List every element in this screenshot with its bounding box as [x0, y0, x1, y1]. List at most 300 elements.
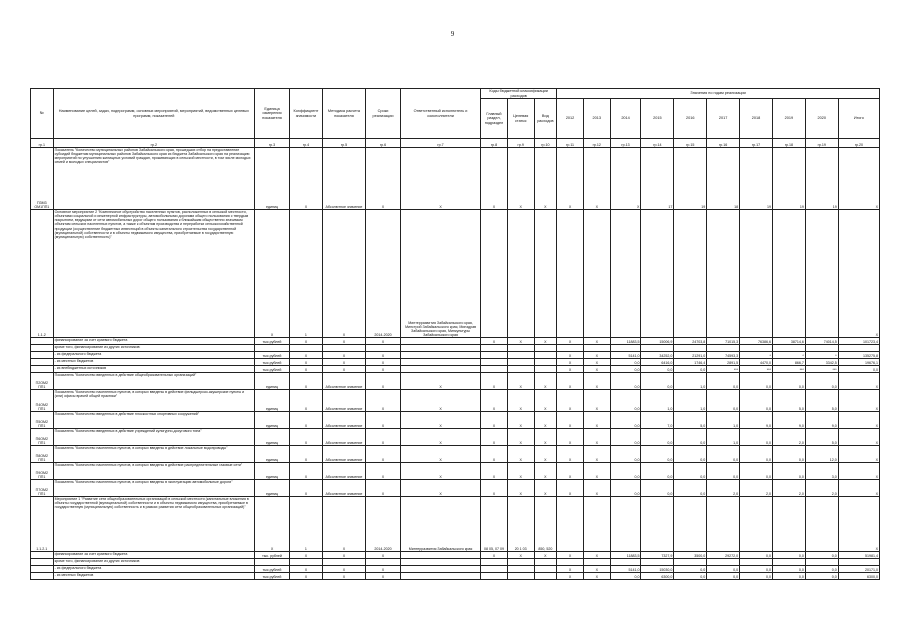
row-cell: 0,0	[641, 463, 674, 480]
row-cell: 0,0	[772, 446, 805, 463]
row-cell: Х	[366, 338, 401, 345]
row-cell	[838, 345, 879, 352]
row-cell: тыс.рублей	[255, 366, 290, 373]
col-values: Значения по годам реализации	[557, 89, 880, 99]
row-cell	[805, 210, 838, 338]
column-index: гр.3	[255, 139, 290, 148]
column-index: гр.8	[481, 139, 508, 148]
row-cell: 0,0	[610, 390, 641, 412]
row-cell: Х	[507, 373, 534, 390]
row-cell: Х	[481, 373, 508, 390]
row-cell: Х	[583, 573, 610, 580]
row-cell: 1,0	[707, 429, 740, 446]
col-year: 2015	[641, 99, 674, 139]
row-name: Мероприятие 1 "Развитие сети общеобразовательных организаций в сельской местности (капитальные вложения в объекты государственной (муниципальной) собственности и в объекты недвижимого имущества, приобретаемые в государственную (муниципальную) собственность и в рамках развития сети общеобразовательных организаций)"	[53, 497, 254, 552]
row-cell: 6416,0	[641, 359, 674, 366]
row-cell	[534, 566, 557, 573]
row-cell: Х	[534, 412, 557, 429]
row-cell: Х	[366, 352, 401, 359]
row-cell: 0,0	[838, 366, 879, 373]
row-code: П4ОМ2 ПП1	[31, 390, 54, 412]
table-row	[31, 446, 880, 463]
row-cell	[481, 352, 508, 359]
col-unit: Единица измерения показателя	[255, 89, 290, 139]
row-cell: тыс.рублей	[255, 359, 290, 366]
row-cell: Х	[557, 366, 584, 373]
row-cell: 850, 520	[534, 497, 557, 552]
row-cell: Х	[838, 412, 879, 429]
row-name: Показатель "Количество населенных пунктов, в которых введены в действие фельдшерско-акушерские пункты и (или) офисы врачей общей практики"	[53, 390, 254, 412]
row-cell: Х	[534, 338, 557, 345]
row-cell	[557, 345, 584, 352]
row-cell: Х	[366, 373, 401, 390]
row-cell: единиц	[255, 429, 290, 446]
row-cell: Х	[557, 446, 584, 463]
row-cell: Х	[838, 463, 879, 480]
col-code-a: Главный раздел, подраздел	[481, 99, 508, 139]
row-cell	[507, 566, 534, 573]
row-cell: Х	[289, 390, 322, 412]
row-cell: Х	[289, 352, 322, 359]
row-cell: 20 1 03	[507, 497, 534, 552]
row-cell: 0,0	[610, 359, 641, 366]
row-cell	[507, 345, 534, 352]
row-cell	[507, 366, 534, 373]
row-cell: 71015,3	[707, 338, 740, 345]
row-cell: Минтерразвития Забайкальского края	[400, 497, 480, 552]
row-cell: Х	[507, 412, 534, 429]
row-cell	[838, 559, 879, 566]
row-cell: Х	[507, 463, 534, 480]
row-cell	[772, 210, 805, 338]
row-name: Показатель "Количество населенных пунктов, в которых введены в действие распределительные газовые сети"	[53, 463, 254, 480]
row-cell: 12,0	[805, 446, 838, 463]
row-cell: 2014-2020	[366, 497, 401, 552]
row-cell: 0,0	[610, 429, 641, 446]
row-cell: 5,0	[674, 412, 707, 429]
row-cell	[772, 345, 805, 352]
row-cell: Х	[400, 480, 480, 497]
row-cell: 5,0	[772, 390, 805, 412]
row-cell: 0,0	[707, 373, 740, 390]
row-cell: 11883,5	[610, 338, 641, 345]
row-cell: 15030,0	[641, 566, 674, 573]
row-cell: Х	[583, 429, 610, 446]
row-cell: Х	[557, 566, 584, 573]
row-cell: Х	[289, 573, 322, 580]
row-code	[31, 552, 54, 559]
row-cell: Х	[289, 148, 322, 210]
row-cell	[481, 345, 508, 352]
row-code: П2ОМ2 ПП1	[31, 373, 54, 390]
row-cell: Х	[400, 373, 480, 390]
col-num: №	[31, 89, 54, 139]
table-row	[31, 566, 880, 573]
col-code-c: Вид расходов	[534, 99, 557, 139]
row-cell: 2891,5	[707, 359, 740, 366]
column-index: гр.4	[289, 139, 322, 148]
row-cell: Х	[366, 446, 401, 463]
row-cell: 1,0	[707, 412, 740, 429]
row-cell	[583, 345, 610, 352]
row-cell: *	[805, 352, 838, 359]
row-cell: 0,0	[610, 373, 641, 390]
table-row	[31, 373, 880, 390]
row-cell	[610, 497, 641, 552]
row-name: - из внебюджетных источников	[53, 366, 254, 373]
row-cell: Х	[322, 497, 365, 552]
row-name: финансирование за счет краевого бюджета	[53, 552, 254, 559]
row-cell: Х	[481, 148, 508, 210]
row-cell	[583, 497, 610, 552]
row-code: П8ОМ2 ПП1	[31, 446, 54, 463]
row-cell: Абсолютное значение	[322, 148, 365, 210]
row-cell: Абсолютное значение	[322, 390, 365, 412]
row-cell: 0,0	[740, 463, 773, 480]
row-cell: Х	[289, 480, 322, 497]
row-cell: Х	[400, 429, 480, 446]
row-cell	[610, 210, 641, 338]
row-cell: Абсолютное значение	[322, 429, 365, 446]
row-cell: Х	[583, 446, 610, 463]
row-cell: Абсолютное значение	[322, 412, 365, 429]
row-cell	[674, 497, 707, 552]
row-cell: Х	[557, 373, 584, 390]
row-cell: 0,0	[740, 390, 773, 412]
row-name: кроме того, финансирование из других источников	[53, 559, 254, 566]
table-row	[31, 412, 880, 429]
row-cell	[289, 559, 322, 566]
column-index: гр.7	[400, 139, 480, 148]
row-name: финансирование за счет краевого бюджета	[53, 338, 254, 345]
row-cell: 2,0	[805, 480, 838, 497]
row-code	[31, 345, 54, 352]
row-cell: единиц	[255, 373, 290, 390]
row-cell: Х	[255, 210, 290, 338]
col-codes: Коды бюджетной классификации расходов	[481, 89, 557, 99]
row-cell: Х	[366, 429, 401, 446]
table-row	[31, 359, 880, 366]
row-cell	[400, 366, 480, 373]
row-cell: 74014,5	[805, 338, 838, 345]
row-cell: 0,0	[674, 566, 707, 573]
row-name: - из местных бюджетов	[53, 573, 254, 580]
row-name: Показатель "Количество населенных пунктов, в которых введены в эксплуатацию автомобильные дороги"	[53, 480, 254, 497]
row-cell: ***	[740, 366, 773, 373]
row-cell: 19	[674, 148, 707, 210]
row-cell: Х	[583, 412, 610, 429]
row-cell: Х	[322, 366, 365, 373]
program-table	[30, 88, 880, 580]
row-name: Основное мероприятие 2 "Комплексное обустройство населенных пунктов, расположенных в сельской местности, объектами социальной и инженерной инфраструктуры, автомобильными дорогами общего пользования с твердым покрытием, ведущими от сети автомобильных дорог общего пользования к ближайшим общественно значимым объектам сельских населенных пунктов, а также к объектам производства и переработки сельскохозяйственной продукции (осуществление бюджетных инвестиций в объекты капитального строительства государственной (муниципальной) собственности и в объекты недвижимого имущества, приобретаемые в государственную (муниципальную) собственность)"	[53, 210, 254, 338]
row-cell: 76386,6	[740, 338, 773, 345]
row-name: - из федерального бюджета	[53, 352, 254, 359]
row-cell: Х	[481, 412, 508, 429]
row-cell: 0,0	[805, 373, 838, 390]
row-cell	[534, 210, 557, 338]
row-name: Показатель "Количество населенных пунктов, в которых введены в действие локальные водопроводы"	[53, 446, 254, 463]
row-cell: 2,0	[772, 429, 805, 446]
row-cell: Х	[481, 480, 508, 497]
row-cell: тыс.рублей	[255, 566, 290, 573]
row-cell	[507, 359, 534, 366]
table-row	[31, 338, 880, 345]
row-code: П5ОМ2 ПП1	[31, 412, 54, 429]
table-row	[31, 497, 880, 552]
row-cell: 0,0	[610, 446, 641, 463]
row-cell	[400, 359, 480, 366]
row-code	[31, 338, 54, 345]
row-cell: 0,0	[674, 573, 707, 580]
row-cell: 5141,0	[610, 566, 641, 573]
row-cell: Х	[583, 373, 610, 390]
row-code: П9ОМ2 ПП1	[31, 463, 54, 480]
row-code	[31, 573, 54, 580]
row-cell: 1746,4	[674, 359, 707, 366]
row-cell: единиц	[255, 480, 290, 497]
row-cell	[534, 359, 557, 366]
row-cell: единиц	[255, 446, 290, 463]
row-cell	[481, 359, 508, 366]
row-cell: Х	[557, 463, 584, 480]
table-row	[31, 148, 880, 210]
row-cell: 0,0	[674, 429, 707, 446]
row-cell	[740, 559, 773, 566]
row-cell: 0,0	[740, 429, 773, 446]
table-row	[31, 210, 880, 338]
row-cell: 3,0	[805, 463, 838, 480]
row-cell: 1,0	[674, 373, 707, 390]
row-cell: Х	[534, 446, 557, 463]
row-cell: 5141,0	[610, 352, 641, 359]
row-cell: Х	[557, 352, 584, 359]
row-cell	[641, 559, 674, 566]
row-cell	[400, 566, 480, 573]
row-cell: 29272,0	[707, 552, 740, 559]
row-cell: 1,0	[674, 390, 707, 412]
column-index-row	[31, 139, 880, 148]
table-row	[31, 573, 880, 580]
column-index: гр.17	[740, 139, 773, 148]
row-cell	[707, 559, 740, 566]
row-code: П6ОМ2 ПП1	[31, 429, 54, 446]
row-cell: 3500,0	[674, 552, 707, 559]
col-year: 2016	[674, 99, 707, 139]
row-cell: 2,0	[772, 480, 805, 497]
row-cell: 0,0	[707, 566, 740, 573]
row-cell: 0,0	[707, 573, 740, 580]
row-cell: Х	[322, 573, 365, 580]
row-cell: Х	[507, 429, 534, 446]
row-cell: единиц	[255, 390, 290, 412]
row-cell: Х	[557, 552, 584, 559]
row-cell	[289, 345, 322, 352]
row-cell	[481, 573, 508, 580]
row-cell: Абсолютное значение	[322, 463, 365, 480]
row-cell	[507, 573, 534, 580]
row-cell: Х	[838, 497, 879, 552]
row-cell	[400, 338, 480, 345]
row-cell: единиц	[255, 463, 290, 480]
row-cell: Х	[322, 566, 365, 573]
column-index: гр.19	[805, 139, 838, 148]
row-cell: 0,0	[641, 480, 674, 497]
row-cell: Х	[534, 552, 557, 559]
row-cell: Х	[583, 359, 610, 366]
row-cell: 08 05, 07 09	[481, 497, 508, 552]
row-cell: Х	[400, 148, 480, 210]
table-row	[31, 552, 880, 559]
row-cell	[255, 345, 290, 352]
row-cell: Х	[557, 412, 584, 429]
row-cell: Х	[366, 390, 401, 412]
row-cell	[641, 210, 674, 338]
row-cell: Х	[583, 566, 610, 573]
row-cell: Х	[583, 390, 610, 412]
column-index: гр.2	[53, 139, 254, 148]
row-cell: Х	[534, 463, 557, 480]
row-cell: 6300,0	[641, 573, 674, 580]
row-cell: 0,0	[740, 373, 773, 390]
row-cell: Х	[481, 429, 508, 446]
row-cell: 1,0	[641, 390, 674, 412]
row-cell	[707, 497, 740, 552]
row-cell: Х	[838, 390, 879, 412]
row-cell: Х	[289, 373, 322, 390]
row-cell: Х	[534, 148, 557, 210]
row-cell: Х	[289, 338, 322, 345]
row-cell: Х	[583, 366, 610, 373]
row-cell: 7,0	[641, 412, 674, 429]
row-cell: 3342,5	[805, 359, 838, 366]
row-cell: Х	[557, 573, 584, 580]
row-cell: Х	[322, 359, 365, 366]
col-year: 2019	[772, 99, 805, 139]
row-cell: Х	[400, 446, 480, 463]
row-cell: Х	[481, 446, 508, 463]
row-cell: Х	[289, 412, 322, 429]
row-cell	[740, 210, 773, 338]
row-name: - из местных бюджетов	[53, 359, 254, 366]
row-cell: 0,0	[772, 573, 805, 580]
row-cell	[772, 497, 805, 552]
row-cell: 0,0	[707, 463, 740, 480]
row-cell: 0,0	[641, 366, 674, 373]
row-name: Показатель "Количество введенных в действие учреждений культурно-досугового типа"	[53, 429, 254, 446]
row-cell: Х	[289, 552, 322, 559]
row-cell: 0,0	[641, 373, 674, 390]
row-cell: Х	[366, 463, 401, 480]
row-cell: 0,0	[674, 480, 707, 497]
row-cell: Х	[255, 497, 290, 552]
table-row	[31, 429, 880, 446]
row-cell: Х	[534, 373, 557, 390]
col-year: 2014	[610, 99, 641, 139]
row-cell: 15006,9	[641, 338, 674, 345]
row-cell	[400, 352, 480, 359]
row-cell: 0,0	[610, 573, 641, 580]
row-cell	[641, 497, 674, 552]
row-cell: Х	[481, 552, 508, 559]
row-cell	[772, 559, 805, 566]
row-cell: Х	[507, 338, 534, 345]
row-cell: 0,0	[641, 429, 674, 446]
row-cell: 0,0	[610, 412, 641, 429]
col-resp: Ответственный исполнитель и соисполнители	[400, 89, 480, 139]
row-cell: Х	[289, 446, 322, 463]
row-cell: 11883,5	[610, 552, 641, 559]
row-cell: 9,0	[772, 412, 805, 429]
row-cell: 18	[707, 148, 740, 210]
row-cell: Х	[289, 366, 322, 373]
row-cell	[557, 210, 584, 338]
row-cell: 0,0	[772, 463, 805, 480]
column-index: гр.18	[772, 139, 805, 148]
row-cell	[740, 345, 773, 352]
row-cell: Х	[838, 480, 879, 497]
row-cell	[674, 559, 707, 566]
row-cell: Х	[366, 566, 401, 573]
row-cell: 24703,8	[674, 338, 707, 345]
row-cell: Х	[481, 390, 508, 412]
row-cell	[507, 352, 534, 359]
row-cell	[805, 497, 838, 552]
row-cell: 5,0	[805, 429, 838, 446]
row-code: П7ОМ2 ПП1	[31, 480, 54, 497]
row-cell: Х	[557, 359, 584, 366]
column-index: гр.16	[707, 139, 740, 148]
row-cell: 7327,9	[641, 552, 674, 559]
row-cell	[707, 345, 740, 352]
row-cell: ***	[805, 366, 838, 373]
row-cell: Х	[366, 366, 401, 373]
row-cell: 0,0	[740, 573, 773, 580]
row-cell: 0,0	[610, 366, 641, 373]
row-cell: Х	[583, 463, 610, 480]
table-row	[31, 352, 880, 359]
row-cell	[534, 352, 557, 359]
row-cell: 135275,8	[838, 352, 879, 359]
row-code	[31, 352, 54, 359]
row-cell	[322, 559, 365, 566]
row-cell: 21291,0	[674, 352, 707, 359]
column-index: гр.11	[557, 139, 584, 148]
row-name: - из федерального бюджета	[53, 566, 254, 573]
table-row	[31, 463, 880, 480]
col-total: Итого	[838, 99, 879, 139]
row-cell: Абсолютное значение	[322, 446, 365, 463]
table-row	[31, 559, 880, 566]
col-coef: Коэффициент значимости	[289, 89, 322, 139]
row-cell: тыс. рублей	[255, 552, 290, 559]
row-cell	[481, 210, 508, 338]
row-cell: тыс.рублей	[255, 573, 290, 580]
row-code: 1.1.2	[31, 210, 54, 338]
row-cell: 2,0	[707, 480, 740, 497]
row-cell: Х	[610, 148, 641, 210]
row-cell	[583, 559, 610, 566]
row-cell: *	[772, 352, 805, 359]
row-cell	[534, 559, 557, 566]
row-cell: Х	[583, 352, 610, 359]
row-cell	[674, 345, 707, 352]
row-cell	[481, 566, 508, 573]
row-cell: 20171,0	[838, 566, 879, 573]
col-method: Методика расчета показателя	[322, 89, 365, 139]
column-index: гр.1	[31, 139, 54, 148]
row-cell	[707, 210, 740, 338]
row-cell: 2,0	[740, 480, 773, 497]
